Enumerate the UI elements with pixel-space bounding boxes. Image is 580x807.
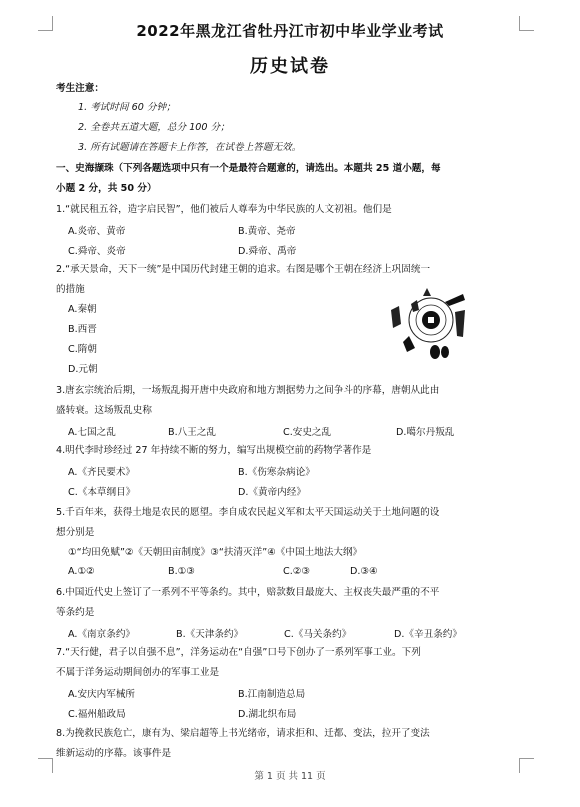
question-stem: 想分别是 bbox=[56, 527, 95, 538]
option: C.②③ bbox=[283, 566, 310, 577]
question-stem: 维新运动的序幕。该事件是 bbox=[56, 748, 172, 759]
question-stem: 4.明代李时珍经过 27 年持续不断的努力，编写出规模空前的药物学著作是 bbox=[56, 445, 372, 456]
option: A.七国之乱 bbox=[68, 427, 116, 438]
option: C.安史之乱 bbox=[283, 427, 332, 438]
coin-and-tools-figure bbox=[383, 282, 483, 362]
question-stem: 盛转衰。这场叛乱史称 bbox=[56, 405, 152, 416]
option: A.安庆内军械所 bbox=[68, 689, 136, 700]
option: C.隋朝 bbox=[68, 344, 97, 355]
option: C.《马关条约》 bbox=[284, 629, 352, 640]
question-stem: ①“均田免赋”②《天朝田亩制度》③“扶清灭洋”④《中国土地法大纲》 bbox=[68, 547, 363, 558]
question-stem: 3.唐玄宗统治后期，一场叛乱揭开唐中央政府和地方割据势力之间争斗的序幕，唐朝从此由 bbox=[56, 385, 440, 396]
option: D.噶尔丹叛乱 bbox=[396, 427, 455, 438]
question-stem: 7.“天行健，君子以自强不息”，洋务运动在“自强”口号下创办了一系列军事工业。下列 bbox=[56, 647, 421, 658]
option: B.①③ bbox=[168, 566, 195, 577]
question-stem: 8.为挽救民族危亡，康有为、梁启超等上书光绪帝，请求拒和、迁都、变法，拉开了变法 bbox=[56, 728, 430, 739]
option: D.湖北织布局 bbox=[238, 709, 297, 720]
option-row bbox=[68, 464, 518, 478]
note-item: 3. 所有试题请在答题卡上作答，在试卷上答题无效。 bbox=[78, 142, 302, 153]
option: B.江南制造总局 bbox=[238, 689, 306, 700]
option-row bbox=[68, 484, 518, 498]
page-title: 2022年黑龙江省牡丹江市初中毕业学业考试 bbox=[136, 22, 444, 40]
option: B.《天津条约》 bbox=[176, 629, 244, 640]
option: A.①② bbox=[68, 566, 95, 577]
option-row bbox=[68, 223, 518, 237]
option: D.《黄帝内经》 bbox=[238, 487, 306, 498]
question-stem: 的措施 bbox=[56, 284, 85, 295]
option: B.《伤寒杂病论》 bbox=[238, 467, 315, 478]
question-stem: 等条约是 bbox=[56, 607, 95, 618]
option: A.秦朝 bbox=[68, 304, 97, 315]
option-row bbox=[68, 424, 518, 438]
option-row bbox=[68, 566, 518, 580]
note-item: 1. 考试时间 60 分钟； bbox=[78, 102, 176, 113]
coin-and-tools-icon bbox=[391, 288, 465, 359]
section-heading: 小题 2 分，共 50 分） bbox=[56, 183, 157, 194]
option: D.元朝 bbox=[68, 364, 98, 375]
page-subtitle: 历史试卷 bbox=[250, 56, 330, 77]
option-row bbox=[68, 243, 518, 257]
question-stem: 不属于洋务运动期间创办的军事工业是 bbox=[56, 667, 220, 678]
option-row bbox=[68, 626, 518, 640]
option: B.黄帝、尧帝 bbox=[238, 226, 296, 237]
option-row bbox=[68, 706, 518, 720]
option: A.《齐民要术》 bbox=[68, 467, 136, 478]
notes-heading: 考生注意： bbox=[56, 83, 104, 94]
option: C.《本草纲目》 bbox=[68, 487, 136, 498]
question-stem: 5.千百年来，获得土地是农民的愿望。李自成农民起义军和太平天国运动关于土地问题的设 bbox=[56, 507, 440, 518]
option: D.舜帝、禹帝 bbox=[238, 246, 297, 257]
question-stem: 1.“就民租五谷，造字启民智”，他们被后人尊奉为中华民族的人文初祖。他们是 bbox=[56, 204, 392, 215]
option: B.八王之乱 bbox=[168, 427, 217, 438]
option-row bbox=[68, 686, 518, 700]
question-stem: 2.“承天景命，天下一统”是中国历代封建王朝的追求。右图是哪个王朝在经济上巩固统一 bbox=[56, 264, 431, 275]
note-item: 2. 全卷共五道大题，总分 100 分； bbox=[78, 122, 230, 133]
section-heading: 一、史海撷珠（下列各题选项中只有一个是最符合题意的，请选出。本题共 25 道小题，每 bbox=[56, 163, 441, 174]
option: D.《辛丑条约》 bbox=[394, 629, 462, 640]
option: C.舜帝、炎帝 bbox=[68, 246, 126, 257]
option: A.炎帝、黄帝 bbox=[68, 226, 126, 237]
option: C.福州船政局 bbox=[68, 709, 126, 720]
question-stem: 6.中国近代史上签订了一系列不平等条约。其中，赔款数目最庞大、主权丧失最严重的不平 bbox=[56, 587, 440, 598]
page-number: 第 1 页 共 11 页 bbox=[254, 771, 326, 782]
option: D.③④ bbox=[350, 566, 378, 577]
option: A.《南京条约》 bbox=[68, 629, 136, 640]
option: B.西晋 bbox=[68, 324, 97, 335]
